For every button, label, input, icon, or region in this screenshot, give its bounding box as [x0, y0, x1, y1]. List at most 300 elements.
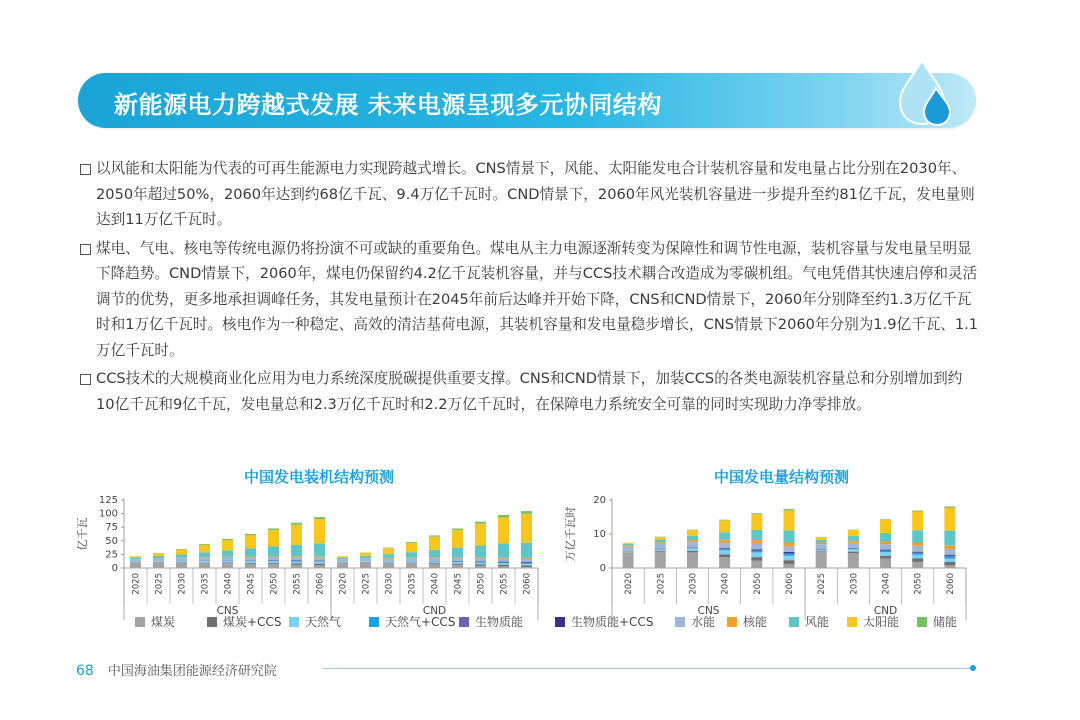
bar-segment [912, 562, 923, 568]
bar-segment [521, 514, 532, 543]
bar-segment [521, 543, 532, 558]
bar-segment [222, 558, 233, 561]
bar-segment [848, 536, 859, 541]
legend-swatch [789, 617, 799, 627]
bar-segment [751, 544, 762, 550]
bar-segment [130, 558, 141, 560]
bar-segment [498, 565, 509, 567]
x-tick-label: 2050 [476, 573, 487, 595]
footer [76, 660, 277, 679]
bar-segment [153, 559, 164, 561]
legend-swatch [917, 617, 927, 627]
bar-segment [498, 558, 509, 559]
legend-swatch [675, 617, 685, 627]
bar-segment [719, 532, 730, 539]
bar-segment [719, 540, 730, 543]
bar-segment [655, 542, 666, 544]
bullet-text: 煤电、气电、核电等传统电源仍将扮演不可或缺的重要角色。煤电从主力电源逐渐转变为保障性和调节性电源，装机容量与发电量呈明显下降趋势。CND情景下，2060年，煤电仍保留约4.2亿千瓦装机容量，并与CCS技术耦合改造成为零碳机组。气电凭借其快速启停和灵活调节的优势，更多地承担调峰任务，其发电量预计在2045年前后达峰并开始下降，CNS和CND情景下，2060年分别降至约1.3万亿千瓦时和1万亿千瓦时。核电作为一种稳定、高效的清洁基荷电源，其装机容量和发电量稳步增长，CNS情景下2060年分别为1.9亿千瓦、1.1万亿千瓦时。 [96, 239, 979, 359]
bar-segment [751, 552, 762, 557]
bar-segment [912, 543, 923, 546]
legend-swatch [135, 617, 145, 627]
bar-segment [751, 550, 762, 551]
chart-legend [135, 613, 965, 631]
bar-segment [314, 557, 325, 560]
bullet-item [80, 366, 980, 417]
x-tick-label: 2050 [752, 573, 763, 595]
legend-swatch [289, 617, 299, 627]
bar-segment [475, 524, 486, 546]
bar-segment [880, 556, 891, 559]
bar-segment [751, 513, 762, 514]
water-drop-icon [892, 58, 956, 128]
bar-segment [383, 558, 394, 560]
bar-segment [719, 548, 730, 549]
bar-segment [719, 543, 730, 548]
bar-segment [719, 520, 730, 521]
bar-segment [452, 529, 463, 531]
bar-segment [222, 563, 233, 564]
bar-segment [655, 544, 666, 549]
legend-item [207, 613, 281, 630]
bar-segment [360, 553, 371, 556]
bar-segment [880, 552, 891, 556]
bullet-item [80, 236, 980, 364]
x-tick-label: 2055 [292, 573, 303, 595]
bar-segment [816, 551, 827, 552]
bar-segment [452, 564, 463, 565]
bullet-item [80, 156, 980, 233]
bar-segment [360, 562, 371, 568]
bar-segment [498, 544, 509, 558]
legend-label: 天然气 [305, 615, 342, 629]
bar-segment [719, 554, 730, 557]
bar-segment [291, 556, 302, 557]
bar-segment [687, 548, 698, 551]
bar-segment [245, 535, 256, 548]
bar-segment [784, 554, 795, 556]
bar-segment [944, 545, 955, 549]
bar-segment [452, 557, 463, 558]
bar-segment [314, 565, 325, 568]
y-axis-label: 亿千瓦 [76, 517, 89, 551]
bar-segment [429, 535, 440, 536]
y-axis-label: 万亿千瓦时 [564, 506, 577, 562]
title-banner [78, 73, 976, 128]
x-tick-label: 2030 [177, 573, 188, 595]
footer-org: 中国海油集团能源经济研究院 [107, 664, 277, 679]
checkbox-square-icon [80, 244, 91, 255]
bar-segment [199, 561, 210, 562]
x-tick-label: 2040 [720, 573, 731, 595]
bar-segment [314, 519, 325, 543]
bar-segment [912, 530, 923, 542]
checkbox-square-icon [80, 164, 91, 175]
bar-segment [784, 556, 795, 560]
legend-swatch [369, 617, 379, 627]
bullet-list [80, 156, 980, 420]
bar-segment [498, 566, 509, 568]
bar-segment [337, 559, 348, 561]
bar-segment [199, 545, 210, 553]
bar-segment [784, 564, 795, 568]
bar-segment [880, 551, 891, 552]
x-tick-label: 2020 [131, 573, 142, 595]
bar-segment [784, 543, 795, 547]
bar-segment [719, 520, 730, 532]
capacity-chart [70, 490, 550, 617]
bar-segment [222, 561, 233, 563]
bar-segment [314, 564, 325, 566]
bar-segment [848, 530, 859, 536]
bar-segment [816, 537, 827, 540]
bar-segment [314, 562, 325, 564]
x-tick-label: 2030 [384, 573, 395, 595]
x-tick-label: 2040 [881, 573, 892, 595]
legend-swatch [555, 617, 565, 627]
bar-segment [245, 534, 256, 535]
bar-segment [751, 530, 762, 540]
bar-segment [337, 558, 348, 560]
bar-segment [429, 562, 440, 564]
bar-segment [291, 561, 302, 563]
x-tick-label: 2025 [656, 573, 667, 595]
y-tick-label: 20 [593, 495, 606, 506]
x-tick-label: 2040 [430, 573, 441, 595]
legend-item [459, 613, 523, 630]
bar-segment [623, 551, 634, 552]
legend-item [675, 613, 715, 630]
bar-segment [475, 566, 486, 568]
bar-segment [268, 564, 279, 568]
bar-segment [816, 543, 827, 545]
x-tick-label: 2025 [361, 573, 372, 595]
x-tick-label: 2030 [849, 573, 860, 595]
bar-segment [687, 552, 698, 568]
x-tick-label: 2055 [499, 573, 510, 595]
legend-swatch [727, 617, 737, 627]
bar-segment [130, 562, 141, 563]
bar-segment [475, 522, 486, 524]
bar-segment [816, 550, 827, 552]
checkbox-square-icon [80, 374, 91, 385]
bar-segment [245, 557, 256, 560]
bar-segment [176, 549, 187, 550]
x-tick-label: 2030 [688, 573, 699, 595]
bar-segment [452, 558, 463, 561]
bar-segment [498, 517, 509, 543]
group-label: CND [422, 605, 447, 617]
bar-segment [816, 549, 827, 550]
bar-segment [176, 558, 187, 560]
bar-segment [944, 562, 955, 565]
legend-item [369, 613, 455, 630]
bar-segment [199, 544, 210, 545]
bar-segment [337, 562, 348, 563]
x-tick-label: 2045 [453, 573, 464, 595]
bar-segment [222, 563, 233, 568]
legend-label: 生物质能 [475, 615, 524, 629]
bar-segment [880, 550, 891, 551]
y-tick-label: 0 [599, 563, 606, 574]
legend-label: 水能 [691, 615, 716, 629]
bar-segment [719, 549, 730, 550]
capacity-chart-title: 中国发电装机结构预测 [244, 468, 395, 486]
bar-segment [176, 550, 187, 555]
bar-segment [475, 558, 486, 561]
bar-segment [268, 546, 279, 556]
bar-segment [475, 557, 486, 558]
bar-segment [784, 511, 795, 531]
bar-segment [848, 552, 859, 553]
x-tick-label: 2035 [200, 573, 211, 595]
bar-segment [655, 549, 666, 550]
footer-dot [970, 665, 976, 671]
legend-label: 储能 [933, 615, 958, 629]
group-label: CNS [216, 605, 239, 617]
x-tick-label: 2050 [913, 573, 924, 595]
legend-label: 生物质能+CCS [571, 615, 654, 629]
x-tick-label: 2060 [315, 573, 326, 595]
bar-segment [291, 563, 302, 564]
bar-segment [429, 537, 440, 550]
legend-item [917, 613, 957, 630]
bar-segment [268, 529, 279, 531]
bar-segment [687, 547, 698, 548]
legend-label: 风能 [805, 615, 830, 629]
bar-segment [816, 544, 827, 549]
bar-segment [199, 552, 210, 557]
bar-segment [912, 553, 923, 554]
bar-segment [944, 556, 955, 557]
bar-segment [687, 536, 698, 540]
bar-segment [880, 519, 891, 520]
bar-segment [944, 531, 955, 546]
bar-segment [291, 523, 302, 525]
bar-segment [880, 544, 891, 549]
bar-segment [475, 563, 486, 565]
bar-segment [687, 530, 698, 536]
bar-segment [199, 558, 210, 561]
bar-segment [429, 558, 440, 561]
x-tick-label: 2045 [246, 573, 257, 595]
bar-segment [521, 562, 532, 563]
bar-segment [176, 562, 187, 568]
bar-segment [176, 561, 187, 562]
bar-segment [944, 549, 955, 555]
bar-segment [944, 555, 955, 556]
bar-segment [406, 563, 417, 568]
x-tick-label: 2060 [522, 573, 533, 595]
bar-segment [751, 557, 762, 560]
bar-segment [268, 557, 279, 560]
bar-segment [687, 542, 698, 547]
x-tick-label: 2040 [223, 573, 234, 595]
bar-segment [222, 550, 233, 557]
bar-segment [623, 552, 634, 568]
y-tick-label: 25 [105, 549, 118, 561]
bar-segment [751, 561, 762, 568]
bar-segment [153, 553, 164, 556]
bar-segment [848, 549, 859, 552]
bar-segment [475, 564, 486, 565]
footer-divider [322, 668, 972, 669]
bar-segment [360, 559, 371, 561]
bar-segment [784, 560, 795, 564]
x-tick-label: 2035 [407, 573, 418, 595]
bar-segment [498, 563, 509, 564]
bar-segment [623, 547, 634, 551]
legend-label: 煤炭+CCS [223, 615, 282, 629]
legend-item [555, 613, 653, 630]
bar-segment [848, 548, 859, 549]
x-tick-label: 2025 [817, 573, 828, 595]
bar-segment [521, 564, 532, 566]
bar-segment [291, 525, 302, 545]
bar-segment [268, 561, 279, 563]
bar-segment [176, 554, 187, 557]
bar-segment [655, 551, 666, 552]
bar-segment [291, 565, 302, 568]
bar-segment [245, 564, 256, 568]
x-tick-label: 2020 [338, 573, 349, 595]
bar-segment [245, 548, 256, 556]
group-label: CNS [697, 605, 720, 617]
bar-segment [314, 517, 325, 519]
legend-label: 核能 [743, 615, 768, 629]
bar-segment [383, 548, 394, 549]
bar-segment [406, 561, 417, 562]
legend-swatch [459, 617, 469, 627]
bar-segment [130, 556, 141, 557]
bar-segment [655, 537, 666, 540]
y-tick-label: 125 [98, 495, 118, 506]
bar-segment [452, 530, 463, 547]
legend-swatch [207, 617, 217, 627]
bar-segment [751, 540, 762, 543]
legend-label: 太阳能 [863, 615, 900, 629]
bar-segment [475, 562, 486, 563]
page-number: 68 [76, 663, 94, 679]
bar-segment [475, 545, 486, 557]
bar-segment [687, 540, 698, 542]
bar-segment [314, 543, 325, 556]
bar-segment [848, 543, 859, 548]
bar-segment [245, 557, 256, 558]
bar-segment [429, 564, 440, 568]
bar-segment [751, 514, 762, 530]
generation-chart [560, 490, 980, 617]
bar-segment [848, 541, 859, 543]
bar-segment [880, 520, 891, 533]
y-tick-label: 10 [593, 529, 606, 540]
bar-segment [383, 554, 394, 558]
bar-segment [268, 530, 279, 546]
bar-segment [944, 508, 955, 531]
bar-segment [291, 545, 302, 556]
bar-segment [655, 549, 666, 551]
bar-segment [429, 563, 440, 564]
bar-segment [912, 511, 923, 512]
bar-segment [130, 559, 141, 561]
bar-segment [784, 553, 795, 554]
bar-segment [429, 550, 440, 558]
bar-segment [199, 563, 210, 568]
bar-segment [880, 558, 891, 568]
bar-segment [784, 530, 795, 542]
bar-segment [880, 533, 891, 542]
bar-segment [944, 506, 955, 507]
bar-segment [655, 552, 666, 568]
bar-segment [452, 548, 463, 558]
bar-segment [383, 561, 394, 562]
bullet-text: 以风能和太阳能为代表的可再生能源电力实现跨越式增长。CNS情景下，风能、太阳能发电合计装机容量和发电量占比分别在2030年、2050年超过50%，2060年达到约68亿千瓦、9.4万亿千瓦时。CND情景下，2060年风光装机容量进一步提升至约81亿千瓦，发电量则达到11万亿千瓦时。 [96, 160, 975, 228]
y-tick-label: 75 [105, 522, 118, 534]
bar-segment [406, 558, 417, 559]
bar-segment [784, 546, 795, 552]
bar-segment [521, 567, 532, 568]
bar-segment [912, 546, 923, 552]
bar-segment [245, 561, 256, 563]
bullet-text: CCS技术的大规模商业化应用为电力系统深度脱碳提供重要支撑。CNS和CND情景下，加装CCS的各类电源装机容量总和分别增加到约10亿千瓦和9亿千瓦，发电量总和2.3万亿千瓦时和2.2万亿千瓦时，在保障电力系统安全可靠的同时实现助力净零排放。 [96, 370, 963, 413]
bar-segment [816, 552, 827, 568]
bar-segment [751, 551, 762, 552]
group-label: CND [873, 605, 898, 617]
bar-segment [521, 563, 532, 564]
bar-segment [130, 562, 141, 568]
bar-segment [153, 562, 164, 568]
legend-item [847, 613, 899, 630]
bar-segment [816, 540, 827, 543]
bar-segment [912, 555, 923, 559]
bar-segment [498, 559, 509, 562]
bar-segment [406, 543, 417, 552]
x-tick-label: 2050 [269, 573, 280, 595]
bar-segment [406, 542, 417, 543]
bar-segment [337, 562, 348, 568]
bar-segment [222, 539, 233, 540]
legend-item [727, 613, 767, 630]
bar-segment [314, 561, 325, 562]
y-tick-label: 0 [111, 563, 118, 574]
bar-segment [222, 557, 233, 558]
legend-item [289, 613, 341, 630]
bar-segment [521, 559, 532, 562]
bar-segment [784, 552, 795, 553]
bar-segment [406, 552, 417, 557]
bar-segment [880, 541, 891, 544]
bar-segment [719, 550, 730, 554]
bar-segment [360, 561, 371, 562]
bar-segment [337, 556, 348, 557]
legend-item [135, 613, 175, 630]
bar-segment [406, 558, 417, 561]
bar-segment [222, 540, 233, 550]
bar-segment [360, 556, 371, 558]
bar-segment [153, 561, 164, 562]
bar-segment [245, 563, 256, 564]
bar-segment [784, 509, 795, 510]
bar-segment [521, 558, 532, 559]
bar-segment [521, 511, 532, 514]
legend-label: 煤炭 [151, 615, 176, 629]
x-tick-label: 2060 [945, 573, 956, 595]
legend-label: 天然气+CCS [385, 615, 456, 629]
bar-segment [944, 557, 955, 559]
bar-segment [383, 548, 394, 554]
bar-segment [383, 562, 394, 568]
bar-segment [719, 557, 730, 568]
y-tick-label: 50 [105, 535, 118, 547]
